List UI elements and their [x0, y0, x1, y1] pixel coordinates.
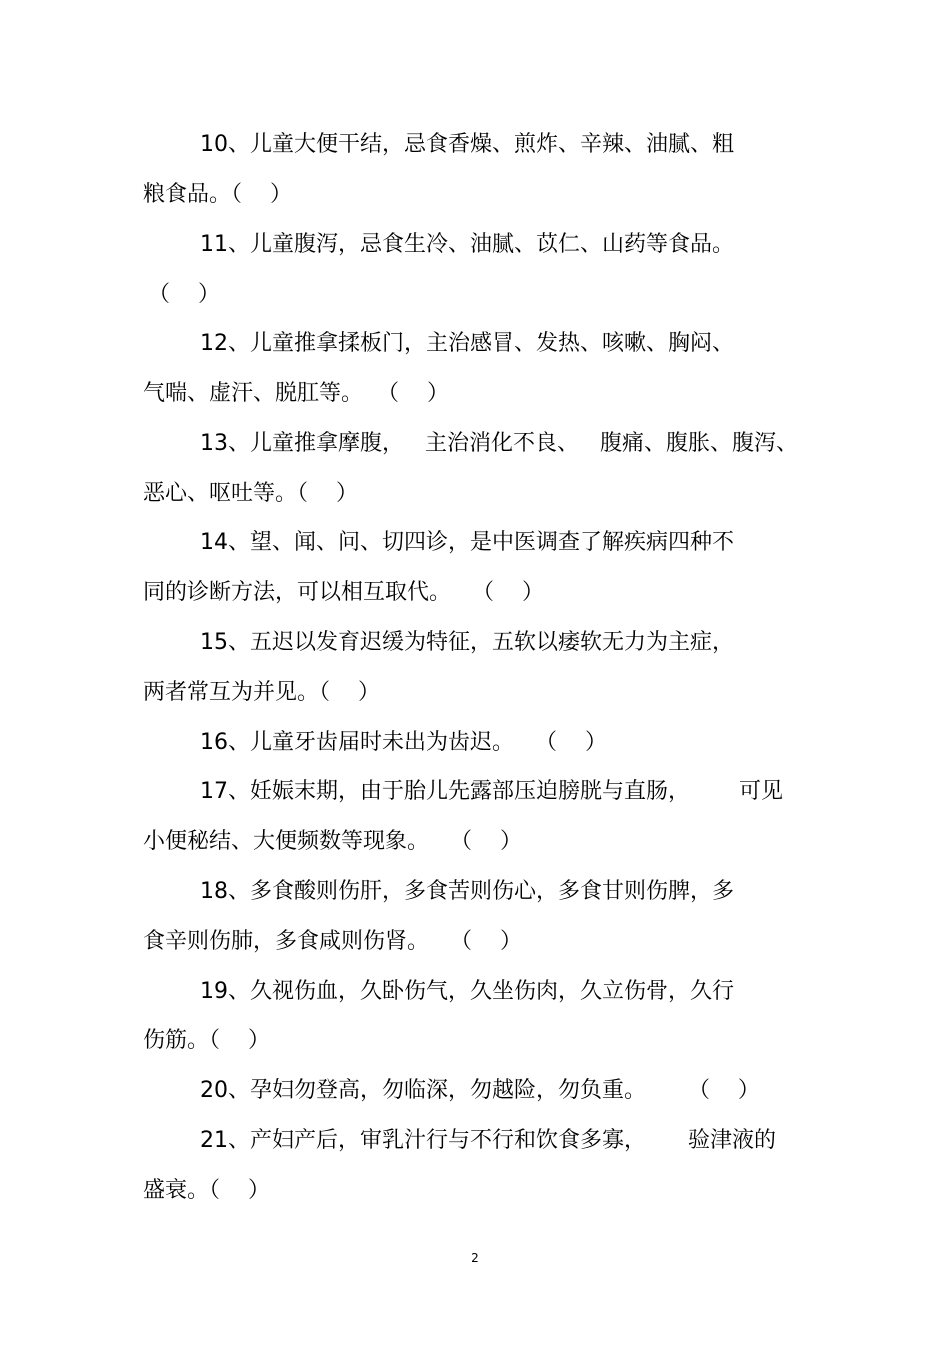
question-17-line-1: 17、妊娠末期，由于胎儿先露部压迫膀胱与直肠， 可见: [200, 779, 783, 804]
question-13-line-2: 恶心、呕吐等。（ ）: [143, 481, 358, 506]
question-12-line-1: 12、儿童推拿揉板门，主治感冒、发热、咳嗽、胸闷、: [200, 331, 734, 356]
question-10-line-2: 粮食品。（ ）: [143, 182, 292, 207]
question-17-line-2: 小便秘结、大便频数等现象。 （ ）: [143, 829, 522, 854]
question-19-line-2: 伤筋。（ ）: [143, 1028, 270, 1053]
question-21-line-1: 21、产妇产后，审乳汁行与不行和饮食多寡， 验津液的: [200, 1128, 776, 1153]
question-11-line-1: 11、儿童腹泻，忌食生冷、油腻、苡仁、山药等食品。: [200, 232, 734, 257]
question-21-line-2: 盛衰。（ ）: [143, 1178, 270, 1203]
question-15-line-1: 15、五迟以发育迟缓为特征，五软以痿软无力为主症，: [200, 630, 734, 655]
question-11-line-2: （ ）: [148, 282, 220, 307]
question-20-line-1: 20、孕妇勿登高，勿临深，勿越险，勿负重。 （ ）: [200, 1078, 760, 1103]
question-16-line-1: 16、儿童牙齿届时未出为齿迟。 （ ）: [200, 730, 607, 755]
question-13-line-1: 13、儿童推拿摩腹， 主治消化不良、 腹痛、腹胀、腹泻、: [200, 431, 798, 456]
question-15-line-2: 两者常互为并见。（ ）: [143, 680, 380, 705]
page-number: 2: [471, 1251, 479, 1265]
question-18-line-2: 食辛则伤肺，多食咸则伤肾。 （ ）: [143, 929, 522, 954]
question-10-line-1: 10、儿童大便干结，忌食香燥、煎炸、辛辣、油腻、粗: [200, 132, 734, 157]
question-14-line-2: 同的诊断方法，可以相互取代。 （ ）: [143, 580, 544, 605]
question-19-line-1: 19、久视伤血，久卧伤气，久坐伤肉，久立伤骨，久行: [200, 979, 734, 1004]
question-18-line-1: 18、多食酸则伤肝，多食苦则伤心，多食甘则伤脾，多: [200, 879, 734, 904]
question-14-line-1: 14、望、闻、问、切四诊，是中医调查了解疾病四种不: [200, 530, 734, 555]
question-12-line-2: 气喘、虚汗、脱肛等。 （ ）: [143, 381, 449, 406]
